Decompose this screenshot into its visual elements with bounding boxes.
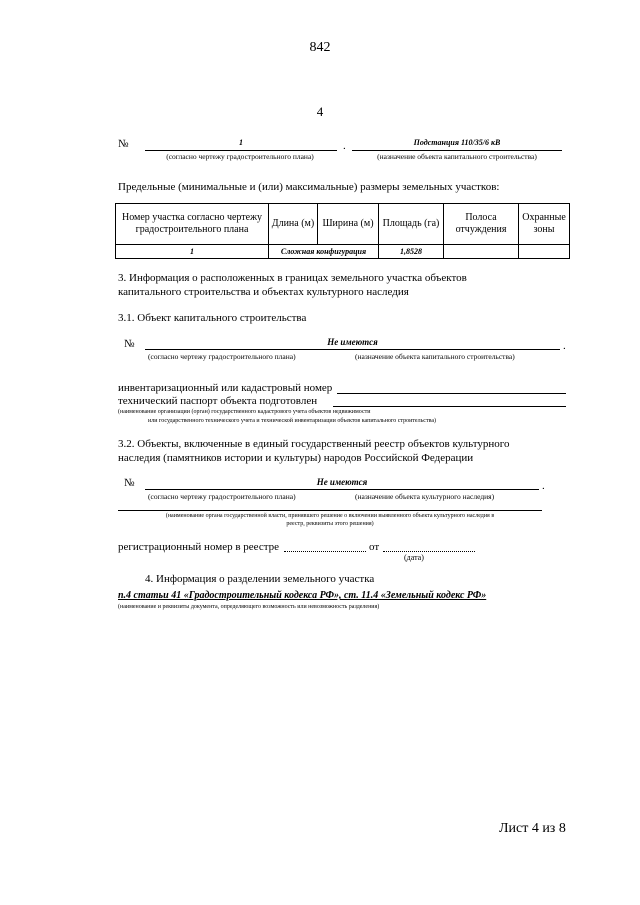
section3-1-caption-left: (согласно чертежу градостроительного плана) <box>148 352 296 361</box>
table-header-row <box>116 204 570 245</box>
authority-underline <box>118 510 542 511</box>
section3-1-no-label: № <box>124 338 135 350</box>
table-header-cell: Ширина (м) <box>318 204 379 245</box>
section3-2-title-line1: 3.2. Объекты, включенные в единый государственный реестр объектов культурного <box>118 438 510 450</box>
section4-value: п.4 статьи 41 «Градостроительный кодекса РФ», ст. 11.4 «Земельный кодекс РФ» <box>118 590 487 601</box>
plot-number-caption: (согласно чертежу градостроительного плана) <box>166 152 314 161</box>
authority-caption-line2: реестр, реквизиты этого решения) <box>286 521 374 527</box>
section3-2-caption-left: (согласно чертежу градостроительного плана) <box>148 492 296 501</box>
table-cell: 1 <box>116 245 269 259</box>
plot-size-table <box>115 203 570 259</box>
table-row <box>116 245 570 259</box>
table-header-cell: Охранные зоны <box>519 204 570 245</box>
plot-no-label: № <box>118 138 129 150</box>
section4-title: 4. Информация о разделении земельного участка <box>145 573 375 585</box>
table-header-cell: Полоса отчуждения <box>444 204 519 245</box>
table-header-cell: Площадь (га) <box>379 204 444 245</box>
table-header-cell: Длина (м) <box>269 204 318 245</box>
section3-2-underline <box>145 489 539 490</box>
registry-from-label: от <box>369 541 380 553</box>
section3-1-caption-right: (назначение объекта капитального строительства) <box>355 352 515 361</box>
section4-caption: (наименование и реквизиты документа, определяющего возможность или невозможность разделения) <box>118 604 380 610</box>
table-cell <box>444 245 519 259</box>
org-caption-line2: или государственного технического учета и технической инвентаризации объектов капитального строительства) <box>148 418 437 424</box>
inventory-label: инвентаризационный или кадастровый номер <box>118 382 333 394</box>
plot-number-underline <box>145 150 337 151</box>
section3-2-value: Не имеются <box>316 477 368 487</box>
table-cell: 1,8528 <box>379 245 444 259</box>
table-cell <box>519 245 570 259</box>
limits-heading: Предельные (минимальные и (или) максимальные) размеры земельных участков: <box>118 181 500 193</box>
passport-underline <box>333 406 566 407</box>
section3-2-caption-right: (назначение объекта культурного наследия) <box>355 492 495 501</box>
separator-dot: . <box>542 480 545 492</box>
table-header-cell: Номер участка согласно чертежу градостроительного плана <box>116 204 269 245</box>
plot-purpose-value: Подстанция 110/35/6 кВ <box>413 138 501 147</box>
section3-1-underline <box>145 349 560 350</box>
sheet-number: 4 <box>316 104 324 119</box>
passport-label: технический паспорт объекта подготовлен <box>118 395 318 407</box>
inventory-underline <box>337 393 566 394</box>
registry-date-underline <box>383 551 475 552</box>
section3-2-title-line2: наследия (памятников истории и культуры) народов Российской Федерации <box>118 452 474 464</box>
plot-number-value: 1 <box>239 138 243 147</box>
sheet-footer: Лист 4 из 8 <box>499 821 566 836</box>
registry-label: регистрационный номер в реестре <box>118 541 280 553</box>
table-cell: Сложная конфигурация <box>269 245 379 259</box>
plot-purpose-caption: (назначение объекта капитального строительства) <box>377 152 537 161</box>
registry-number-underline <box>284 551 366 552</box>
separator-dot: . <box>343 140 346 152</box>
authority-caption-line1: (наименование органа государственной власти, принявшего решение о включении выявленного объекта культурного наследия в <box>165 513 495 519</box>
plot-purpose-underline <box>352 150 562 151</box>
separator-dot: . <box>563 340 566 352</box>
org-caption-line1: (наименование организации (орган) государственного кадастрового учета объектов недвижимости <box>118 409 371 415</box>
page-number: 842 <box>309 40 331 55</box>
section3-title-line1: 3. Информация о расположенных в границах земельного участка объектов <box>118 272 467 284</box>
section3-2-no-label: № <box>124 477 135 489</box>
section3-title-line2: капитального строительства и объектах культурного наследия <box>118 286 409 298</box>
section3-1-title: 3.1. Объект капитального строительства <box>118 312 307 324</box>
date-caption: (дата) <box>404 553 424 562</box>
section3-1-value: Не имеются <box>327 337 378 347</box>
